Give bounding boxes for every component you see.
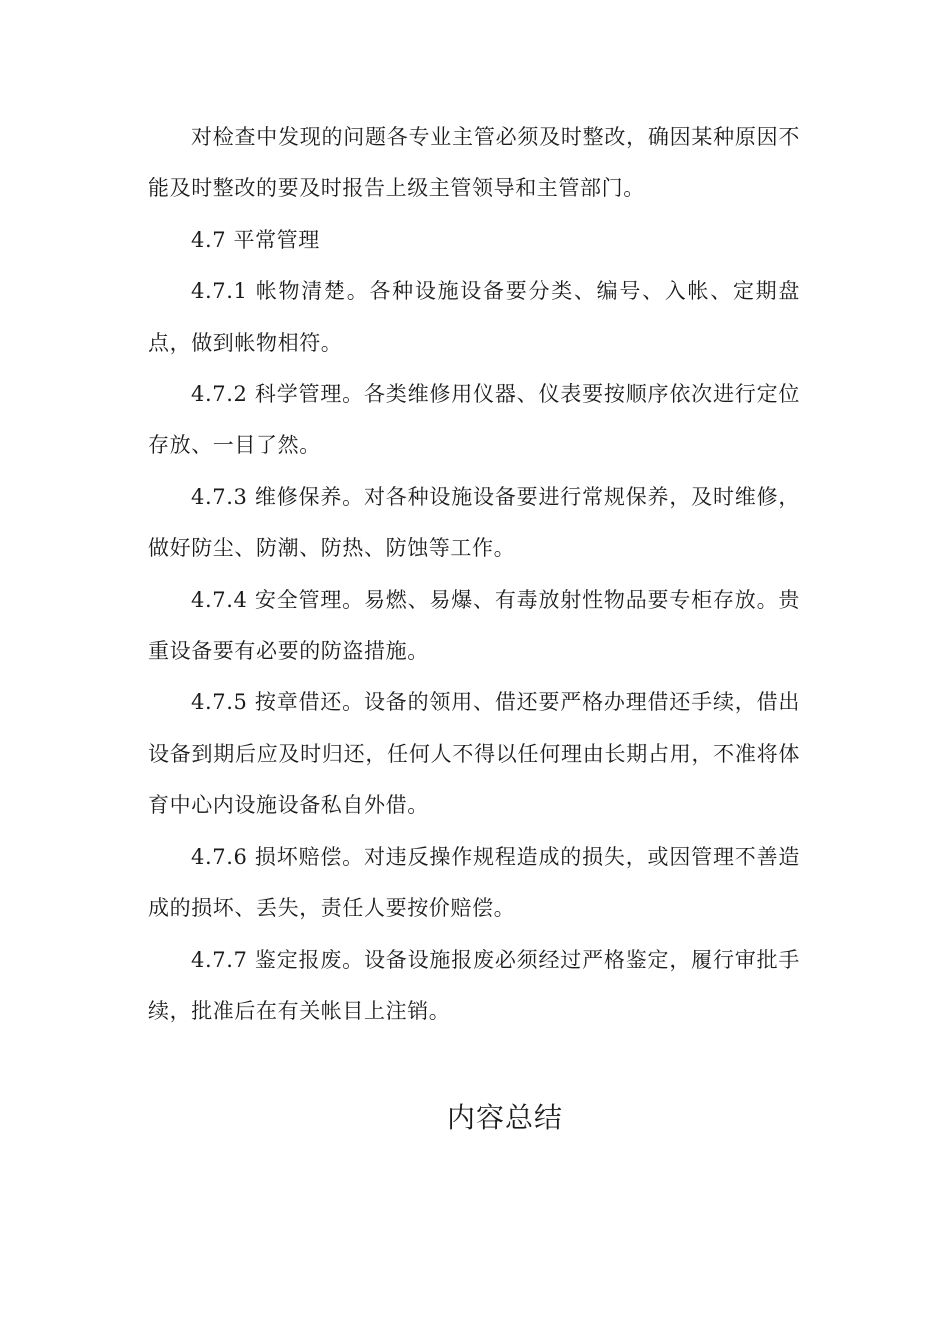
paragraph-rectification: 对检查中发现的问题各专业主管必须及时整改，确因某种原因不能及时整改的要及时报告上级主管领导和主管部门。 bbox=[148, 125, 800, 201]
section-heading-4-7: 4.7 平常管理 bbox=[191, 227, 320, 252]
paragraph-4-7-3: 4.7.3 维修保养。对各种设施设备要进行常规保养，及时维修，做好防尘、防潮、防热、防蚀等工作。 bbox=[148, 484, 800, 561]
paragraph-4-7-4: 4.7.4 安全管理。易燃、易爆、有毒放射性物品要专柜存放。贵重设备要有必要的防盗措施。 bbox=[148, 587, 800, 664]
paragraph-4-7-5: 4.7.5 按章借还。设备的领用、借还要严格办理借还手续，借出设备到期后应及时归还，任何人不得以任何理由长期占用，不准将体育中心内设施设备私自外借。 bbox=[148, 690, 800, 818]
document-body bbox=[148, 112, 800, 1037]
paragraph-4-7-6: 4.7.6 损坏赔偿。对违反操作规程造成的损失，或因管理不善造成的损坏、丢失，责任人要按价赔偿。 bbox=[148, 844, 800, 921]
paragraph-4-7-7: 4.7.7 鉴定报废。设备设施报废必须经过严格鉴定，履行审批手续，批准后在有关帐目上注销。 bbox=[148, 947, 800, 1023]
paragraph-4-7-1: 4.7.1 帐物清楚。各种设施设备要分类、编号、入帐、定期盘点，做到帐物相符。 bbox=[148, 279, 800, 355]
summary-heading: 内容总结 bbox=[446, 1101, 563, 1134]
paragraph-4-7-2: 4.7.2 科学管理。各类维修用仪器、仪表要按顺序依次进行定位存放、一目了然。 bbox=[148, 382, 800, 458]
